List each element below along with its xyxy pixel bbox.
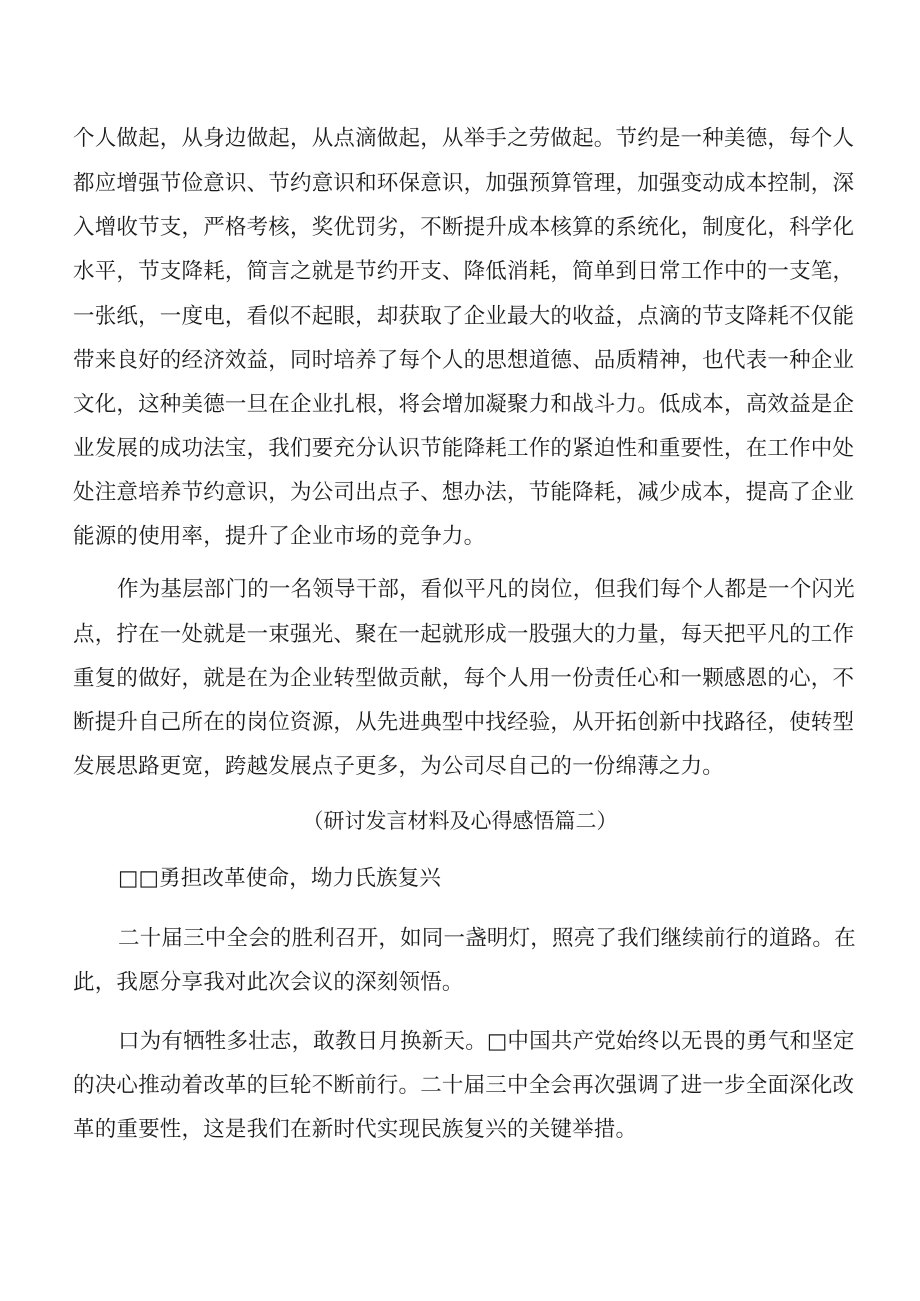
paragraph-1-line-5: 一张纸，一度电，看似不起眼，却获取了企业最大的收益，点滴的节支降耗不仅能	[73, 304, 855, 329]
paragraph-1-line-1: 个人做起，从身边做起，从点滴做起，从举手之劳做起。节约是一种美德，每个人	[73, 126, 855, 151]
paragraph-2-line-4: 断提升自己所在的岗位资源，从先进典型中找经验，从开拓创新中找路径，使转型	[73, 710, 855, 735]
section-heading: （研讨发言材料及心得感悟篇二）	[302, 809, 618, 833]
paragraph-2-line-5: 发展思路更宽，跨越发展点子更多，为公司尽自己的一份绵薄之力。	[73, 754, 725, 779]
paragraph-2-line-1: 作为基层部门的一名领导干部，看似平凡的岗位，但我们每个人都是一个闪光	[117, 577, 855, 602]
paragraph-1-line-6: 带来良好的经济效益，同时培养了每个人的思想道德、品质精神，也代表一种企业	[73, 348, 855, 373]
paragraph-1-line-4: 水平，节支降耗，简言之就是节约开支、降低消耗，简单到日常工作中的一支笔，	[73, 259, 855, 284]
paragraph-4-line-1: 口为有牺牲多壮志，敢教日月换新天。□中国共产党始终以无畏的勇气和坚定	[118, 1029, 855, 1054]
section-subtitle: □□勇担改革使命，坳力氏族复兴	[118, 866, 442, 891]
paragraph-1-line-3: 入增收节支，严格考核，奖优罚劣，不断提升成本核算的系统化，制度化，科学化	[73, 215, 855, 240]
paragraph-2-line-3: 重复的做好，就是在为企业转型做贡献，每个人用一份责任心和一颗感恩的心，不	[73, 666, 855, 691]
paragraph-1-line-7: 文化，这种美德一旦在企业扎根，将会增加凝聚力和战斗力。低成本，高效益是企	[73, 392, 855, 417]
paragraph-1-line-2: 都应增强节俭意识、节约意识和环保意识，加强预算管理，加强变动成本控制，深	[73, 171, 855, 196]
paragraph-4-line-3: 革的重要性，这是我们在新时代实现民族复兴的关键举措。	[73, 1117, 638, 1142]
paragraph-3-line-1: 二十届三中全会的胜利召开，如同一盏明灯，照亮了我们继续前行的道路。在	[118, 926, 856, 951]
paragraph-1-line-8: 业发展的成功法宝，我们要充分认识节能降耗工作的紧迫性和重要性，在工作中处	[73, 436, 855, 461]
paragraph-1-line-10: 能源的使用率，提升了企业市场的竞争力。	[73, 524, 486, 549]
paragraph-3-line-2: 此，我愿分享我对此次会议的深刻领悟。	[73, 970, 464, 995]
paragraph-4-line-2: 的决心推动着改革的巨轮不断前行。二十届三中全会再次强调了进一步全面深化改	[73, 1073, 855, 1098]
paragraph-1-line-9: 处注意培养节约意识，为公司出点子、想办法，节能降耗，减少成本，提高了企业	[73, 480, 855, 505]
paragraph-2-line-2: 点，拧在一处就是一束强光、聚在一起就形成一股强大的力量，每天把平凡的工作	[73, 622, 855, 647]
